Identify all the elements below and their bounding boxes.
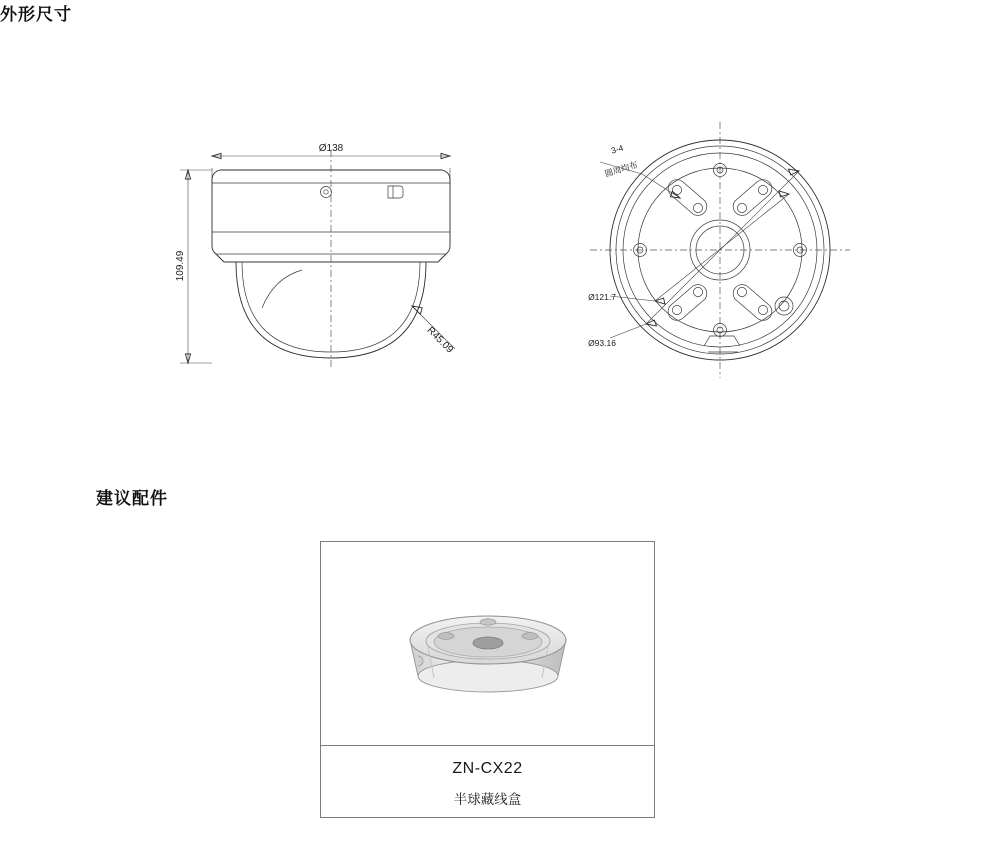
front-height-label: 109.49 [175,250,186,282]
front-radius-label: R45.09 [424,324,456,356]
junction-box-icon [388,584,588,704]
bottom-view-group [588,122,850,378]
page-title-accessories: 建议配件 [96,489,168,508]
front-view-group [175,143,455,368]
page-title-dimensions: 外形尺寸 [0,5,72,24]
dimensions-drawing [150,110,870,430]
inner-diameter-label: Ø93.16 [588,338,616,348]
hole-distribution-label: 圆周均布 [603,159,639,179]
outer-diameter-label: Ø121.7 [588,292,616,302]
accessory-card [320,541,655,818]
accessory-caption [321,746,654,808]
accessory-model: ZN-CX22 [452,760,523,777]
accessory-description: 半球藏线盒 [453,792,522,807]
hole-count-label: 3-4 [609,142,625,156]
front-width-label: Ø138 [318,143,344,154]
accessory-image-box [321,542,654,746]
